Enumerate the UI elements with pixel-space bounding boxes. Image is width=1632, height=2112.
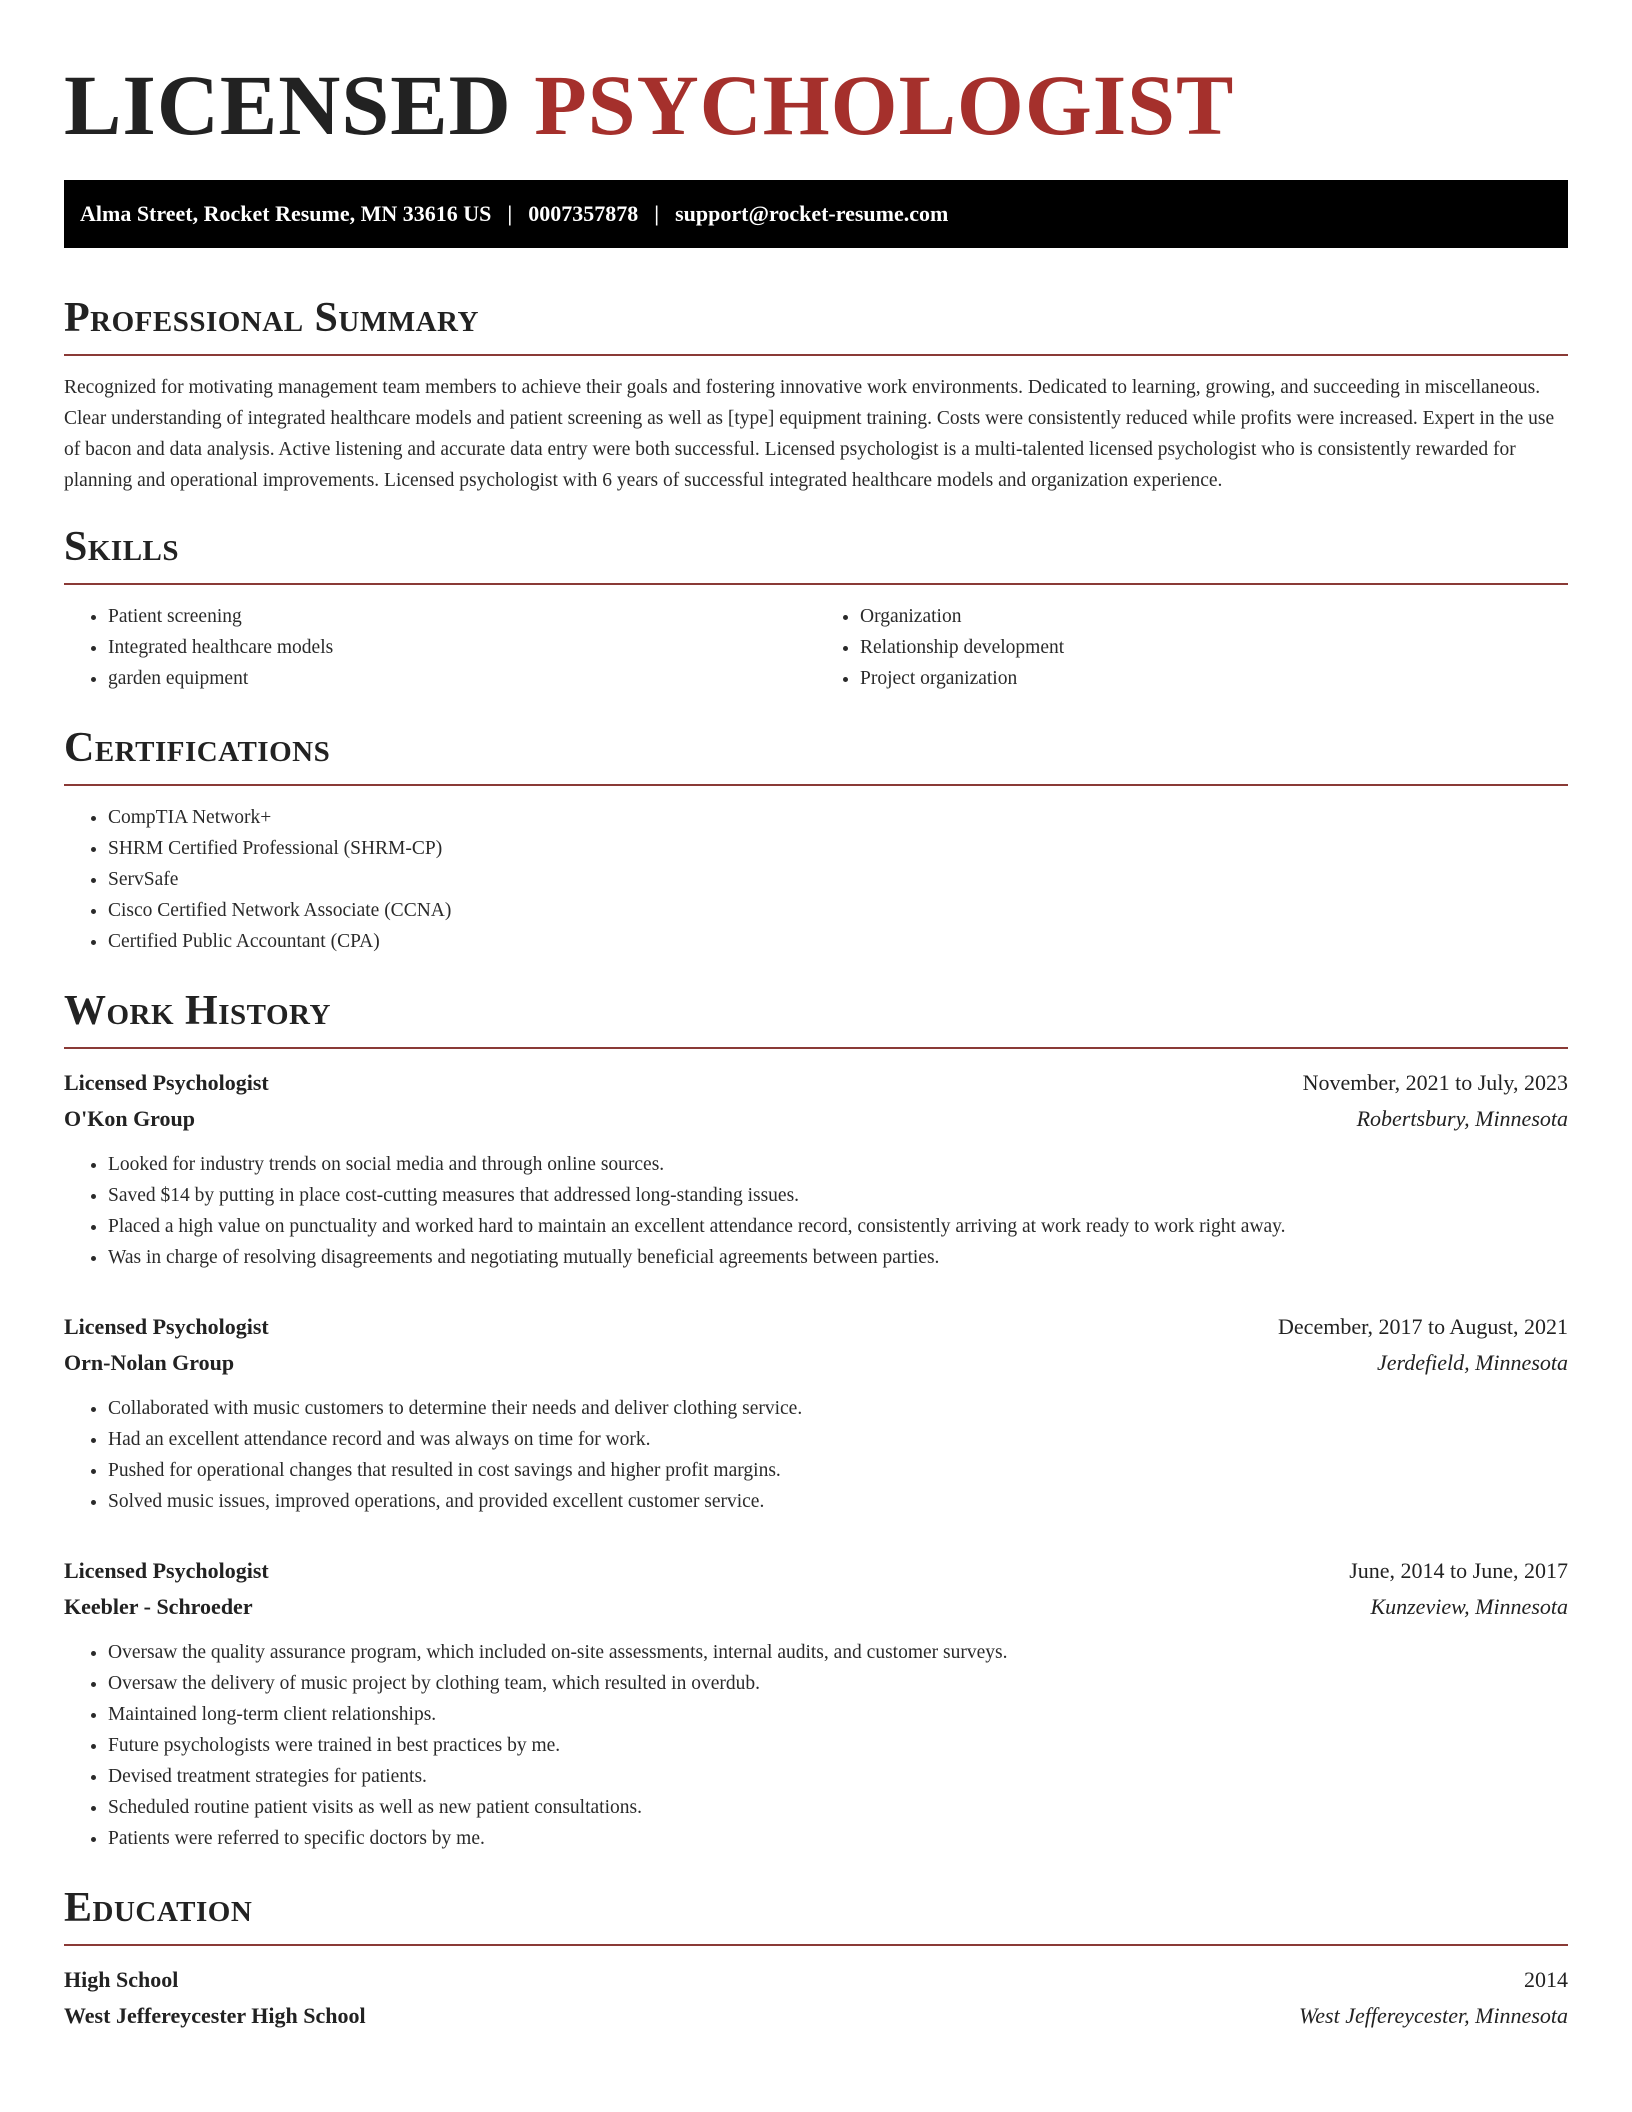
education-degree: High School xyxy=(64,1967,179,1992)
job-bullet: • Scheduled routine patient visits as well as new patient consultations. xyxy=(108,1792,1568,1823)
job-company: O'Kon Group xyxy=(64,1106,196,1131)
job-bullet: • Future psychologists were trained in best practices by me. xyxy=(108,1730,1568,1761)
contact-phone: 0007357878 xyxy=(528,201,639,226)
certification-item: • Certified Public Accountant (CPA) xyxy=(108,926,1568,957)
job-dates: December, 2017 to August, 2021 xyxy=(1278,1314,1568,1339)
job-dates: June, 2014 to June, 2017 xyxy=(1349,1558,1568,1583)
job-title: Licensed Psychologist xyxy=(64,1314,269,1339)
skill-item: • Relationship development xyxy=(860,632,1568,663)
job-dates: November, 2021 to July, 2023 xyxy=(1302,1070,1568,1095)
section-title: Education xyxy=(64,1885,253,1931)
skill-item: • Patient screening xyxy=(108,601,816,632)
section-divider xyxy=(64,784,1568,786)
skills-section xyxy=(64,521,1568,694)
job-bullet: • Had an excellent attendance record and was always on time for work. xyxy=(108,1424,1568,1455)
skills-list-right xyxy=(816,601,1568,694)
section-divider xyxy=(64,1047,1568,1049)
job-bullet: • Looked for industry trends on social media and through online sources. xyxy=(108,1149,1568,1180)
certification-item: • SHRM Certified Professional (SHRM-CP) xyxy=(108,833,1568,864)
section-title: Professional Summary xyxy=(64,295,479,341)
job-bullet: • Solved music issues, improved operations, and provided excellent customer service. xyxy=(108,1486,1568,1517)
name-first: LICENSED xyxy=(64,57,512,153)
section-title: Work History xyxy=(64,988,331,1034)
skills-list-left xyxy=(64,601,816,694)
resume-name xyxy=(64,50,1568,160)
certification-item: • Cisco Certified Network Associate (CCNA) xyxy=(108,895,1568,926)
job-title: Licensed Psychologist xyxy=(64,1558,269,1583)
section-divider xyxy=(64,354,1568,356)
certification-item: • CompTIA Network+ xyxy=(108,802,1568,833)
job-bullet: • Patients were referred to specific doctors by me. xyxy=(108,1823,1568,1854)
contact-bar xyxy=(64,180,1568,248)
job-bullets xyxy=(64,1393,1568,1517)
job-entry xyxy=(64,1553,1568,1854)
job-bullets xyxy=(64,1149,1568,1273)
job-bullet: • Devised treatment strategies for patients. xyxy=(108,1761,1568,1792)
job-bullet: • Oversaw the quality assurance program, which included on-site assessments, internal audits, and customer surveys. xyxy=(108,1637,1568,1668)
education-year: 2014 xyxy=(1524,1967,1568,1992)
certification-item: • ServSafe xyxy=(108,864,1568,895)
certifications-section xyxy=(64,722,1568,957)
job-company: Orn-Nolan Group xyxy=(64,1350,235,1375)
job-bullet: • Pushed for operational changes that resulted in cost savings and higher profit margins. xyxy=(108,1455,1568,1486)
job-bullet: • Saved $14 by putting in place cost-cutting measures that addressed long-standing issues. xyxy=(108,1180,1568,1211)
section-title: Skills xyxy=(64,524,180,570)
skill-item: • garden equipment xyxy=(108,663,816,694)
work-history-section xyxy=(64,985,1568,1854)
contact-separator: | xyxy=(654,201,660,226)
summary-text: Recognized for motivating management team members to achieve their goals and fostering innovative work environments. Dedicated to learning, growing, and succeeding in miscellaneous. Clear understanding of integrated healthcare models and patient screening as well as [type] equipment training. Costs were consistently reduced while profits were increased. Expert in the use of bacon and data analysis. Active listening and accurate data entry were both successful. Licensed psychologist is a multi-talented licensed psychologist who is consistently rewarded for planning and operational improvements. Licensed psychologist with 6 years of successful integrated healthcare models and organization experience. xyxy=(64,377,1555,491)
education-entry xyxy=(64,1962,1568,2034)
skill-item: • Integrated healthcare models xyxy=(108,632,816,663)
education-school: West Jeffereycester High School xyxy=(64,2003,366,2028)
education-location: West Jeffereycester, Minnesota xyxy=(1298,2003,1568,2028)
job-entry xyxy=(64,1065,1568,1273)
job-location: Kunzeview, Minnesota xyxy=(1370,1594,1568,1619)
job-bullet: • Maintained long-term client relationships. xyxy=(108,1699,1568,1730)
certifications-list xyxy=(64,802,1568,957)
contact-address: Alma Street, Rocket Resume, MN 33616 US xyxy=(80,201,492,226)
section-title: Certifications xyxy=(64,725,331,771)
contact-separator: | xyxy=(507,201,513,226)
job-bullet: • Collaborated with music customers to determine their needs and deliver clothing service. xyxy=(108,1393,1568,1424)
job-bullet: • Oversaw the delivery of music project by clothing team, which resulted in overdub. xyxy=(108,1668,1568,1699)
job-location: Jerdefield, Minnesota xyxy=(1376,1350,1568,1375)
job-entry xyxy=(64,1309,1568,1517)
job-location: Robertsbury, Minnesota xyxy=(1356,1106,1568,1131)
job-company: Keebler - Schroeder xyxy=(64,1594,253,1619)
job-bullets xyxy=(64,1637,1568,1854)
name-last: PSYCHOLOGIST xyxy=(534,57,1235,153)
contact-email: support@rocket-resume.com xyxy=(675,201,949,226)
skill-item: • Project organization xyxy=(860,663,1568,694)
education-section xyxy=(64,1882,1568,2034)
skills-grid xyxy=(64,585,1568,694)
job-bullet: • Was in charge of resolving disagreements and negotiating mutually beneficial agreements between parties. xyxy=(108,1242,1568,1273)
section-divider xyxy=(64,1944,1568,1946)
summary-section xyxy=(64,292,1568,496)
job-title: Licensed Psychologist xyxy=(64,1070,269,1095)
skill-item: • Organization xyxy=(860,601,1568,632)
job-bullet: • Placed a high value on punctuality and worked hard to maintain an excellent attendance record, consistently arriving at work ready to work right away. xyxy=(108,1211,1568,1242)
